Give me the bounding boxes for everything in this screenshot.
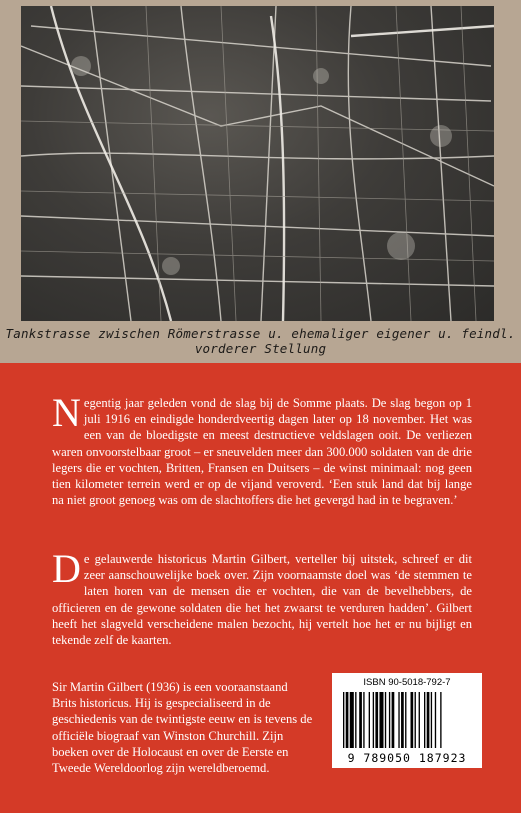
trench-lines-illustration [21, 6, 494, 321]
photo-panel [0, 0, 521, 363]
isbn-label: ISBN 90-5018-792-7 [363, 677, 451, 688]
blurb-panel [0, 363, 521, 813]
photo-caption-line-1: Tankstrasse zwischen Römerstrasse u. ehemaliger eigener u. feindl. [5, 326, 516, 341]
aerial-battlefield-photo [21, 6, 494, 321]
barcode [332, 673, 482, 768]
blurb-paragraph-1-text: egentig jaar geleden vond de slag bij de Somme plaats. De slag begon op 1 juli 1916 en eindigde honderdveertig dagen later op 18 november. Het was een van de bloedigste en meest destructieve veldslagen ooit. De verliezen waren onvoorstelbaar groot – er sneuvelden meer dan 300.000 soldaten van de drie legers die er vochten, Britten, Fransen en Duitsers – de winst minimaal: nog geen tien kilometer terrein werd er op de vijand veroverd. ‘Een stuk land dat bij lange na niet groot genoeg was om de slachtoffers die het gevergd had in te begraven.’ [52, 396, 472, 508]
blurb-paragraph-2-text: e gelauwerde historicus Martin Gilbert, verteller bij uitstek, schreef er dit zeer aanschouwelijke boek over. Zijn voornaamste doel was ‘de stemmen te laten horen van de mensen die er vochten, die van de bevelhebbers, de officieren en de gewone soldaten die het het zwaarst te verduren hadden’. Gilbert heeft het slagveld verscheidene malen bezocht, hij vertelt hoe het er nu bijligt en tekende zelf de kaarten. [52, 552, 472, 648]
drop-cap-1: N [52, 390, 81, 435]
barcode-bars [341, 692, 473, 750]
ean-number: 9 789050 187923 [347, 751, 467, 765]
blurb-paragraph-2 [52, 546, 472, 648]
blurb-paragraph-1 [52, 390, 472, 508]
author-bio: Sir Martin Gilbert (1936) is een vooraanstaand Brits historicus. Hij is gespecialiseerd in de geschiedenis van de twintigste eeuw en is tevens de officiële biograaf van Winston Churchill. Zijn boeken over de Holocaust en over de Eerste en Tweede Wereldoorlog zijn wereldberoemd. [52, 680, 313, 776]
drop-cap-2: D [52, 546, 81, 591]
photo-caption-line-2: vorderer Stellung [194, 341, 327, 356]
